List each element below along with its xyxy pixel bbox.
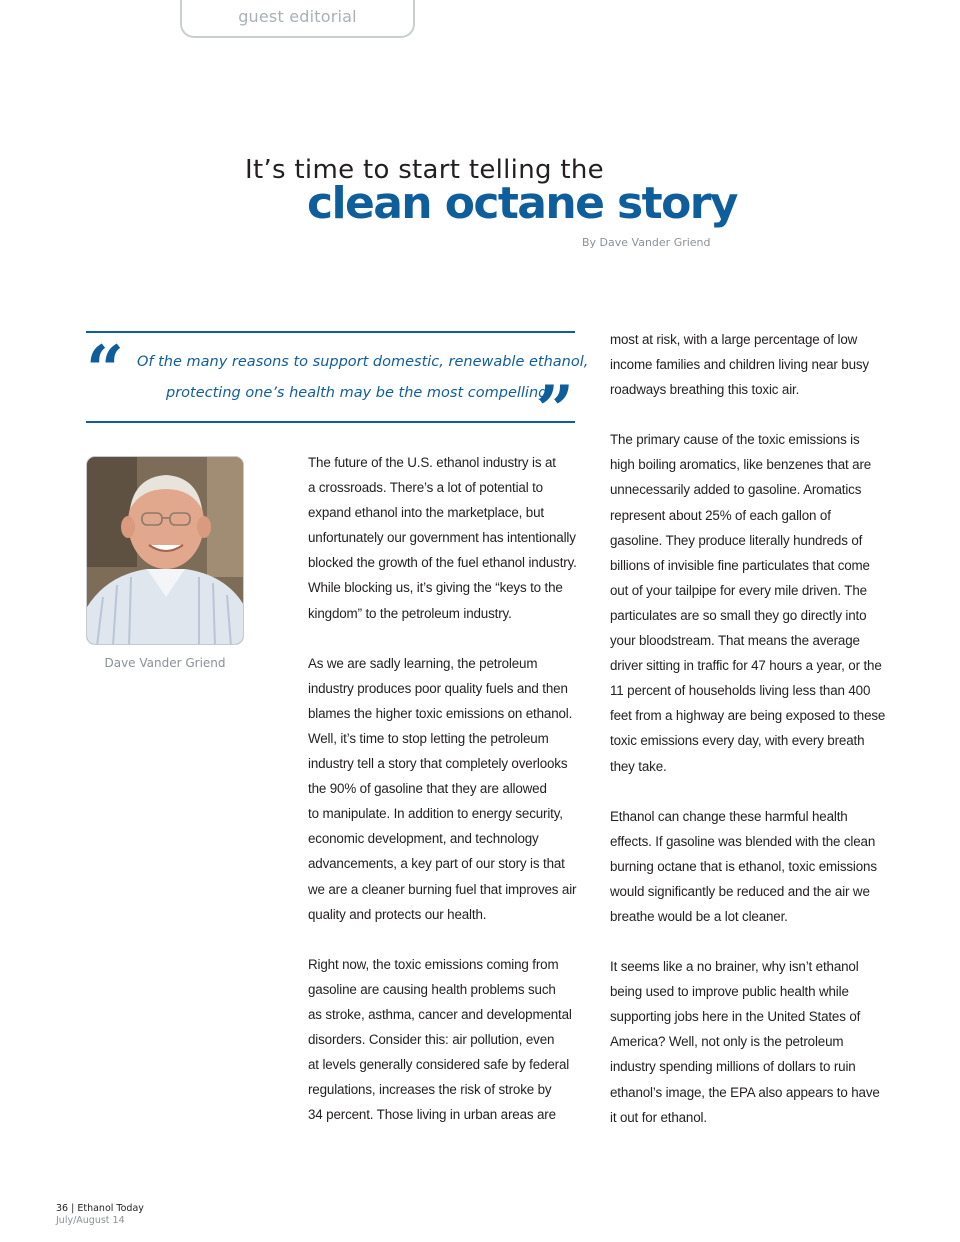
body-text-line: effects. If gasoline was blended with the clean — [610, 833, 876, 849]
body-text-line: It seems like a no brainer, why isn’t ethanol — [610, 959, 859, 975]
body-text-line: particulates are so small they go directly into — [610, 607, 867, 623]
body-paragraph — [610, 954, 880, 1130]
author-photo — [86, 456, 244, 645]
body-text-line: the 90% of gasoline that they are allowed — [308, 781, 547, 797]
body-text-line: regulations, increases the risk of stroke by — [308, 1082, 552, 1098]
body-text-line: ethanol’s image, the EPA also appears to have — [610, 1084, 880, 1100]
body-text-line: kingdom” to the petroleum industry. — [308, 605, 512, 621]
page-footer — [56, 1203, 144, 1227]
body-text-line: industry spending millions of dollars to ruin — [610, 1059, 856, 1075]
body-text-line: being used to improve public health while — [610, 984, 849, 1000]
body-text-line: to manipulate. In addition to energy security, — [308, 806, 563, 822]
body-text-line: expand ethanol into the marketplace, but — [308, 505, 544, 521]
body-paragraph — [610, 327, 880, 402]
body-text-line: toxic emissions every day, with every breath — [610, 733, 865, 749]
body-paragraph — [308, 651, 578, 927]
footer-separator: | — [71, 1203, 75, 1214]
body-text-line: billions of invisible fine particulates that come — [610, 557, 870, 573]
body-text-line: Well, it’s time to stop letting the petroleum — [308, 730, 549, 746]
body-text-line: most at risk, with a large percentage of low — [610, 332, 858, 347]
article-kicker: It’s time to start telling the — [245, 155, 604, 185]
issue-date: July/August 14 — [56, 1215, 125, 1226]
body-column-middle — [308, 450, 578, 1152]
body-text-line: America? Well, not only is the petroleum — [610, 1034, 844, 1050]
body-paragraph — [610, 427, 886, 778]
body-text-line: gasoline. They produce literally hundreds of — [610, 532, 863, 548]
body-text-line: out of your tailpipe for every mile driven. The — [610, 582, 867, 598]
page-number: 36 — [56, 1203, 69, 1214]
pull-quote — [86, 331, 589, 449]
body-text-line: The primary cause of the toxic emissions is — [610, 432, 860, 448]
body-text-line: gasoline are causing health problems such — [308, 981, 556, 997]
body-text-line: it out for ethanol. — [610, 1109, 707, 1125]
body-text-line: 11 percent of households living less than 400 — [610, 683, 871, 699]
body-text-line: blames the higher toxic emissions on ethanol. — [308, 705, 573, 721]
body-text-line: burning octane that is ethanol, toxic emissions — [610, 858, 877, 874]
article-headline: clean octane story — [307, 178, 737, 229]
body-text-line: driver sitting in traffic for 47 hours a year, or the — [610, 658, 882, 674]
body-text-line: advancements, a key part of our story is that — [308, 856, 565, 872]
body-paragraph — [308, 952, 578, 1128]
close-quote-icon: ” — [536, 371, 574, 449]
body-text-line: feet from a highway are being exposed to these — [610, 708, 886, 724]
body-text-line: represent about 25% of each gallon of — [610, 507, 831, 523]
body-text-line: quality and protects our health. — [308, 906, 487, 922]
body-text-line: blocked the growth of the fuel ethanol industry. — [308, 555, 577, 571]
publication-name: Ethanol Today — [77, 1203, 144, 1214]
body-text-line: high boiling aromatics, like benzenes that are — [610, 457, 872, 473]
body-paragraph — [610, 804, 880, 929]
body-text-line: at levels generally considered safe by federal — [308, 1057, 570, 1073]
body-text-line: they take. — [610, 758, 667, 774]
article-byline: By Dave Vander Griend — [582, 236, 711, 249]
body-text-line: roadways breathing this toxic air. — [610, 382, 800, 398]
body-text-line: we are a cleaner burning fuel that improves air — [308, 881, 577, 897]
body-text-line: would significantly be reduced and the air we — [610, 883, 870, 899]
body-text-line: as stroke, asthma, cancer and developmental — [308, 1006, 572, 1022]
body-text-line: supporting jobs here in the United States of — [610, 1009, 861, 1025]
body-text-line: 34 percent. Those living in urban areas are — [308, 1107, 556, 1123]
body-text-line: economic development, and technology — [308, 831, 539, 847]
body-text-line: breathe would be a lot cleaner. — [610, 908, 788, 924]
body-text-line: unnecessarily added to gasoline. Aromatics — [610, 482, 862, 498]
section-label: guest editorial — [238, 7, 357, 26]
body-text-line: income families and children living near busy — [610, 357, 869, 373]
pull-quote-line-1: Of the many reasons to support domestic, renewable ethanol, — [137, 354, 589, 370]
body-text-line: Right now, the toxic emissions coming from — [308, 956, 559, 972]
open-quote-icon: “ — [86, 331, 124, 409]
body-text-line: The future of the U.S. ethanol industry is at — [308, 455, 556, 470]
photo-caption: Dave Vander Griend — [104, 656, 226, 670]
body-text-line: a crossroads. There’s a lot of potential to — [308, 480, 543, 496]
body-text-line: While blocking us, it’s giving the “keys to the — [308, 580, 563, 596]
body-text-line: industry tell a story that completely overlooks — [308, 756, 568, 772]
section-tab — [180, 0, 415, 38]
body-paragraph — [308, 450, 578, 626]
body-text-line: your bloodstream. That means the average — [610, 633, 860, 649]
body-text-line: industry produces poor quality fuels and then — [308, 680, 568, 696]
body-text-line: Ethanol can change these harmful health — [610, 808, 848, 824]
body-text-line: unfortunately our government has intentionally — [308, 530, 576, 546]
body-text-line: As we are sadly learning, the petroleum — [308, 655, 538, 671]
body-column-right — [610, 327, 886, 1155]
body-text-line: disorders. Consider this: air pollution, even — [308, 1031, 555, 1047]
pull-quote-line-2: protecting one’s health may be the most compelling. — [166, 385, 552, 401]
